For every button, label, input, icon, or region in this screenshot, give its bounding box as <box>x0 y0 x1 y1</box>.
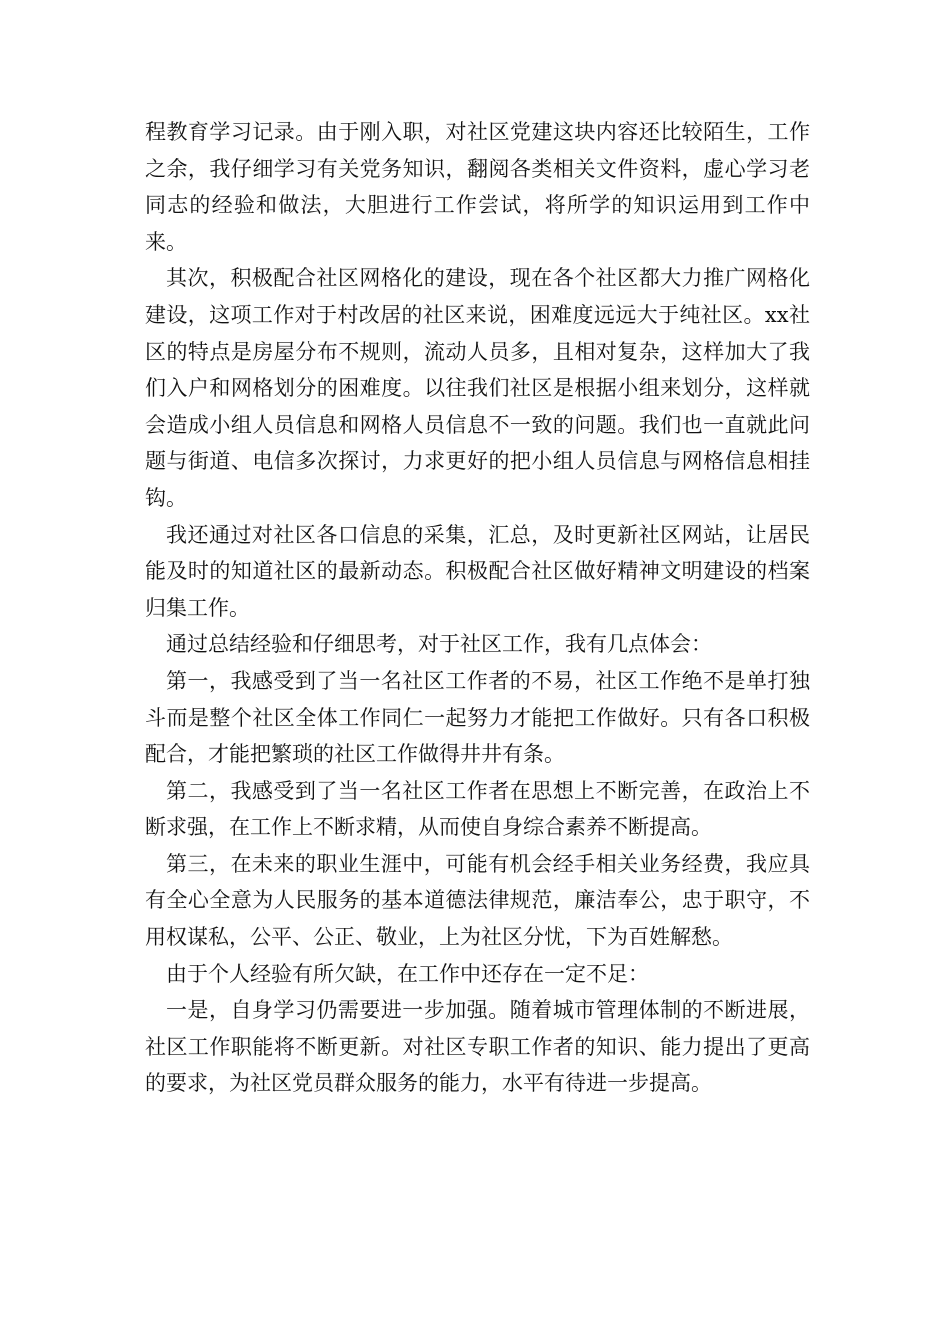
paragraph-info-collection: 我还通过对社区各口信息的采集，汇总，及时更新社区网站，让居民能及时的知道社区的最新动态。积极配合社区做好精神文明建设的档案归集工作。 <box>145 522 810 620</box>
document-body <box>145 114 810 1102</box>
paragraph-continuation: 程教育学习记录。由于刚入职，对社区党建这块内容还比较陌生，工作之余，我仔细学习有关党务知识，翻阅各类相关文件资料，虚心学习老同志的经验和做法，大胆进行工作尝试，将所学的知识运用到工作中来。 <box>145 120 810 254</box>
paragraph-point-one: 第一，我感受到了当一名社区工作者的不易，社区工作绝不是单打独斗而是整个社区全体工作同仁一起努力才能把工作做好。只有各口积极配合，才能把繁琐的社区工作做得井井有条。 <box>145 668 810 767</box>
paragraph-experience-intro: 通过总结经验和仔细思考，对于社区工作，我有几点体会： <box>166 632 712 657</box>
paragraph-point-two: 第二，我感受到了当一名社区工作者在思想上不断完善，在政治上不断求强，在工作上不断求精，从而使自身综合素养不断提高。 <box>145 778 810 840</box>
paragraph-shortcoming-one: 一是，自身学习仍需要进一步加强。随着城市管理体制的不断进展，社区工作职能将不断更新。对社区专职工作者的知识、能力提出了更高的要求，为社区党员群众服务的能力，水平有待进一步提高。 <box>145 998 810 1096</box>
paragraph-grid-construction: 其次，积极配合社区网格化的建设，现在各个社区都大力推广网格化建设，这项工作对于村改居的社区来说，困难度远远大于纯社区。xx社区的特点是房屋分布不规则，流动人员多，且相对复杂，这样加大了我们入户和网格划分的困难度。以往我们社区是根据小组来划分，这样就会造成小组人员信息和网格人员信息不一致的问题。我们也一直就此问题与街道、电信多次探讨，力求更好的把小组人员信息与网格信息相挂钩。 <box>145 266 810 510</box>
paragraph-point-three: 第三，在未来的职业生涯中，可能有机会经手相关业务经费，我应具有全心全意为人民服务的基本道德法律规范，廉洁奉公，忠于职守，不用权谋私，公平、公正、敬业，上为社区分忧，下为百姓解愁。 <box>145 851 810 950</box>
paragraph-shortcomings-intro: 由于个人经验有所欠缺，在工作中还存在一定不足： <box>166 961 649 986</box>
